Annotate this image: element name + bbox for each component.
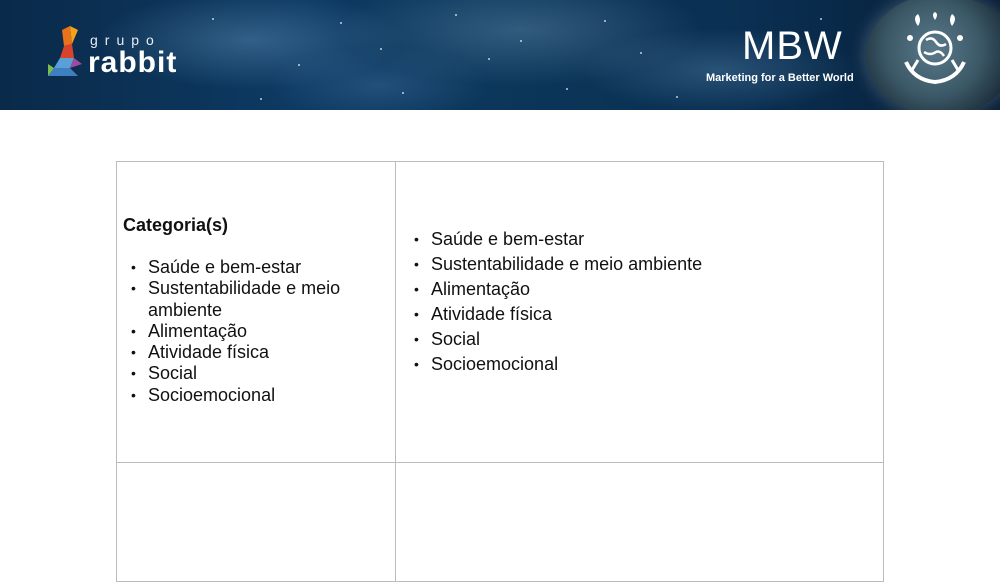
mbw-logo-text: MBW [742, 24, 843, 68]
category-table [116, 161, 884, 581]
list-item: • Socioemocional [431, 352, 871, 377]
categories-list-left [148, 257, 383, 406]
categories-list-right [431, 227, 871, 377]
list-item: • Saúde e bem-estar [431, 227, 871, 252]
rabbit-icon [44, 24, 88, 80]
categories-title: Categoria(s) [123, 215, 229, 235]
hands-globe-icon [896, 12, 974, 92]
grupo-rabbit-logo [44, 24, 184, 84]
list-item: • Social [431, 327, 871, 352]
list-item: • Sustentabilidade e meio ambiente [431, 252, 871, 277]
table-cell-categories-label [116, 161, 396, 463]
logo-rabbit-text: rabbit [88, 46, 178, 79]
list-item: • Socioemocional [148, 385, 383, 406]
table-cell-empty-left [116, 462, 396, 582]
list-item: • Sustentabilidade e meio ambiente [148, 278, 383, 321]
list-item: • Social [148, 363, 383, 384]
list-item: • Alimentação [431, 277, 871, 302]
list-item: • Alimentação [148, 321, 383, 342]
logo-grupo-text: grupo [90, 32, 161, 48]
list-item: • Saúde e bem-estar [148, 257, 383, 278]
mbw-tagline: Marketing for a Better World [706, 72, 854, 84]
header-banner [0, 0, 1000, 110]
list-item: • Atividade física [431, 302, 871, 327]
table-cell-empty-right [395, 462, 884, 582]
table-cell-categories-values [395, 161, 884, 463]
list-item: • Atividade física [148, 342, 383, 363]
